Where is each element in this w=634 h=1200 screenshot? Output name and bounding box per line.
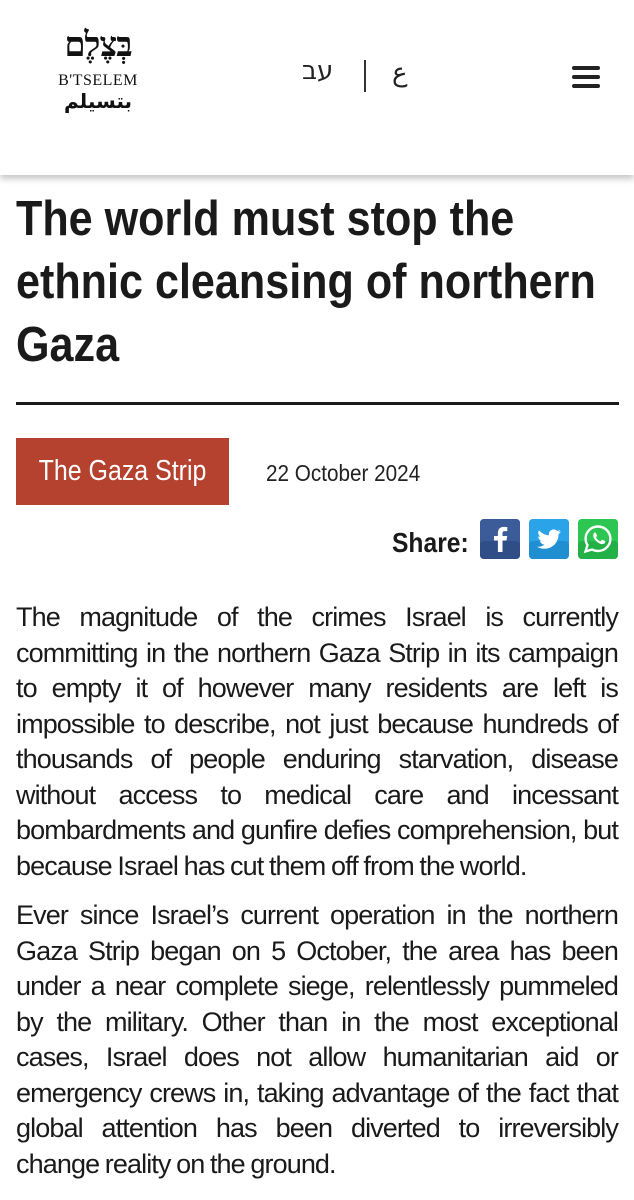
twitter-icon[interactable] xyxy=(529,519,569,559)
language-hebrew-link[interactable]: עב xyxy=(302,56,334,86)
language-divider xyxy=(364,60,366,92)
language-arabic-link[interactable]: ع xyxy=(392,58,408,88)
site-header xyxy=(0,0,634,175)
whatsapp-icon[interactable] xyxy=(578,519,618,559)
logo-hebrew-text: בְּצֶלֶם xyxy=(64,25,132,65)
article-paragraph: The magnitude of the crimes Israel is currently committing in the northern Gaza Strip in its campaign to empty it of however many residents are left is impossible to describe, not just because hundreds of thousands of people enduring starvation, disease without access to medical care and incessant bombardments and gunfire defies comprehension, but because Israel has cut them off from the world. xyxy=(16,602,618,881)
facebook-icon[interactable] xyxy=(480,519,520,559)
share-label: Share: xyxy=(392,527,469,558)
title-divider xyxy=(16,402,619,405)
btselem-logo[interactable] xyxy=(48,25,148,128)
article-body xyxy=(16,600,618,1196)
publish-date: 22 October 2024 xyxy=(266,460,421,486)
category-tag-link[interactable] xyxy=(16,438,229,505)
article-paragraph: Ever since Israel’s current operation in the northern Gaza Strip began on 5 October, the area has been under a near complete siege, relentlessly pummeled by the military. Other than in the most exceptional cases, Israel does not allow humanitarian aid or emergency crews in, taking advantage of the fact that global attention has been diverted to irreversibly change reality on the ground. xyxy=(16,900,618,1179)
category-tag-label: The Gaza Strip xyxy=(38,455,207,487)
hamburger-menu-icon[interactable] xyxy=(572,66,600,88)
article-title: The world must stop the ethnic cleansing of northern Gaza xyxy=(16,192,596,372)
logo-arabic-text: بتسيلم xyxy=(63,89,133,113)
logo-latin-text: B'TSELEM xyxy=(58,72,138,89)
